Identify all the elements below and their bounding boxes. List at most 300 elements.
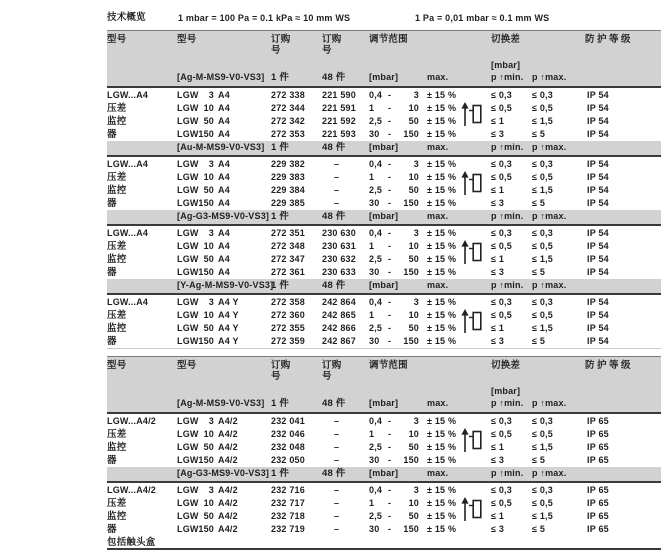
- ip-rating-cell: IP 65: [587, 429, 609, 439]
- model-prefix: LGW: [177, 159, 199, 169]
- model-series-label: LGW...A4/2: [107, 416, 157, 426]
- model-prefix: LGW: [177, 416, 199, 426]
- p-max-cell: ≤ 5: [532, 336, 546, 346]
- conversion-formula-left: 1 mbar = 100 Pa = 0.1 kPa ≈ 10 mm WS: [178, 13, 351, 23]
- range-dash: -: [388, 442, 392, 452]
- range-high: 10: [408, 498, 419, 508]
- order-number-1: 272 361: [271, 267, 305, 277]
- spec-code: [Au-M-MS9-V0-VS3]: [177, 142, 265, 152]
- model-size: 150: [198, 129, 214, 139]
- p-min-cell: ≤ 1: [491, 254, 505, 264]
- range-high: 150: [403, 198, 419, 208]
- p-min-cell: ≤ 0,3: [491, 416, 512, 426]
- range-high: 10: [408, 103, 419, 113]
- qty-48-label: 48 件: [322, 398, 346, 409]
- range-dash: -: [388, 416, 392, 426]
- order-number-2: 230 630: [322, 228, 356, 238]
- order-number-1: 272 353: [271, 129, 305, 139]
- model-series-label-cn: 器: [107, 129, 117, 140]
- range-dash: -: [388, 172, 392, 182]
- tolerance-cell: ± 15 %: [427, 416, 457, 426]
- column-label-order-2: 订购号: [322, 34, 342, 56]
- p-max-label: p ↑max.: [532, 142, 567, 152]
- tolerance-cell: ± 15 %: [427, 455, 457, 465]
- model-size: 10: [203, 172, 214, 182]
- max-label: max.: [427, 468, 449, 478]
- p-max-cell: ≤ 0,3: [532, 159, 553, 169]
- range-high: 3: [413, 297, 419, 307]
- order-number-2: 242 866: [322, 323, 356, 333]
- p-min-cell: ≤ 0,3: [491, 297, 512, 307]
- model-suffix: A4: [218, 172, 230, 182]
- order-number-2: –: [334, 442, 340, 452]
- range-dash: -: [388, 185, 392, 195]
- tolerance-cell: ± 15 %: [427, 241, 457, 251]
- model-suffix: A4: [218, 254, 230, 264]
- ip-rating-cell: IP 54: [587, 254, 609, 264]
- order-number-1: 272 351: [271, 228, 305, 238]
- technical-overview-label: 技术概览: [107, 12, 146, 23]
- range-dash: -: [388, 198, 392, 208]
- range-low: 2,5: [369, 116, 383, 126]
- spec-code: [Ag-M-MS9-V0-VS3]: [177, 398, 265, 408]
- model-suffix: A4/2: [218, 511, 238, 521]
- ip-rating-cell: IP 65: [587, 416, 609, 426]
- order-number-1: 272 358: [271, 297, 305, 307]
- max-label: max.: [427, 211, 449, 221]
- range-unit-label: [mbar]: [369, 398, 399, 408]
- p-max-label: p ↑max.: [532, 468, 567, 478]
- product-block: [107, 295, 661, 348]
- model-series-label: LGW...A4: [107, 228, 149, 238]
- tolerance-cell: ± 15 %: [427, 228, 457, 238]
- order-number-2: 242 867: [322, 336, 356, 346]
- max-label: max.: [427, 280, 449, 290]
- tolerance-cell: ± 15 %: [427, 442, 457, 452]
- order-number-2: –: [334, 455, 340, 465]
- range-dash: -: [388, 267, 392, 277]
- p-max-cell: ≤ 0,5: [532, 172, 553, 182]
- model-suffix: A4/2: [218, 524, 238, 534]
- range-dash: -: [388, 310, 392, 320]
- switching-diff-unit-label: [mbar]: [491, 60, 521, 70]
- ip-rating-cell: IP 65: [587, 524, 609, 534]
- model-size: 3: [208, 159, 214, 169]
- block-subheader-band: [107, 467, 661, 483]
- model-prefix: LGW: [177, 511, 199, 521]
- model-size: 10: [203, 103, 214, 113]
- ip-rating-cell: IP 54: [587, 323, 609, 333]
- p-min-cell: ≤ 1: [491, 511, 505, 521]
- p-min-cell: ≤ 1: [491, 323, 505, 333]
- range-low: 1: [369, 103, 375, 113]
- spec-code: [Ag-G3-MS9-V0-VS3]: [177, 211, 270, 221]
- p-max-cell: ≤ 0,3: [532, 485, 553, 495]
- model-size: 150: [198, 336, 214, 346]
- range-low: 2,5: [369, 511, 383, 521]
- ip-rating-cell: IP 65: [587, 442, 609, 452]
- range-high: 150: [403, 267, 419, 277]
- order-number-2: –: [334, 198, 340, 208]
- pressure-switch-icon: [460, 170, 484, 197]
- model-suffix: A4 Y: [218, 336, 239, 346]
- model-size: 3: [208, 416, 214, 426]
- tolerance-cell: ± 15 %: [427, 185, 457, 195]
- range-dash: -: [388, 254, 392, 264]
- tolerance-cell: ± 15 %: [427, 323, 457, 333]
- tolerance-cell: ± 15 %: [427, 103, 457, 113]
- model-suffix: A4: [218, 116, 230, 126]
- tolerance-cell: ± 15 %: [427, 429, 457, 439]
- spec-tables: [107, 30, 661, 550]
- column-label-model: 型号: [177, 34, 197, 45]
- column-label-switching-diff: 切换差: [491, 34, 521, 45]
- model-series-label: LGW...A4: [107, 159, 149, 169]
- order-number-2: –: [334, 485, 340, 495]
- column-label-protection: 防护等级: [585, 34, 634, 45]
- tolerance-cell: ± 15 %: [427, 297, 457, 307]
- column-label-range: 调节范围: [369, 34, 408, 45]
- range-low: 30: [369, 198, 380, 208]
- order-number-2: 230 632: [322, 254, 356, 264]
- model-series-label-cn: 监控: [107, 511, 127, 522]
- model-suffix: A4/2: [218, 485, 238, 495]
- p-min-cell: ≤ 1: [491, 116, 505, 126]
- range-high: 150: [403, 129, 419, 139]
- p-max-cell: ≤ 5: [532, 524, 546, 534]
- model-size: 150: [198, 524, 214, 534]
- ip-rating-cell: IP 54: [587, 198, 609, 208]
- range-dash: -: [388, 336, 392, 346]
- range-dash: -: [388, 90, 392, 100]
- p-max-cell: ≤ 0,5: [532, 498, 553, 508]
- model-series-label-cn: 压差: [107, 172, 127, 183]
- model-series-label-cn: 压差: [107, 498, 127, 509]
- range-low: 1: [369, 172, 375, 182]
- model-size: 150: [198, 267, 214, 277]
- range-dash: -: [388, 103, 392, 113]
- order-number-2: 242 864: [322, 297, 356, 307]
- p-min-label: p ↑min.: [491, 211, 524, 221]
- order-number-1: 232 718: [271, 511, 305, 521]
- p-max-cell: ≤ 1,5: [532, 116, 553, 126]
- ip-rating-cell: IP 54: [587, 336, 609, 346]
- model-prefix: LGW: [177, 336, 199, 346]
- range-low: 1: [369, 498, 375, 508]
- p-min-label: p ↑min.: [491, 72, 524, 82]
- switching-diff-unit-label: [mbar]: [491, 386, 521, 396]
- model-suffix: A4 Y: [218, 323, 239, 333]
- product-block: [107, 157, 661, 210]
- order-number-2: –: [334, 416, 340, 426]
- range-dash: -: [388, 455, 392, 465]
- range-dash: -: [388, 116, 392, 126]
- model-size: 3: [208, 297, 214, 307]
- tolerance-cell: ± 15 %: [427, 524, 457, 534]
- model-prefix: LGW: [177, 228, 199, 238]
- qty-48-label: 48 件: [322, 468, 346, 479]
- order-number-1: 272 344: [271, 103, 305, 113]
- p-max-cell: ≤ 0,3: [532, 416, 553, 426]
- order-number-2: 242 865: [322, 310, 356, 320]
- p-max-label: p ↑max.: [532, 211, 567, 221]
- model-series-label-cn: 监控: [107, 323, 127, 334]
- range-low: 0,4: [369, 416, 383, 426]
- order-number-1: 272 338: [271, 90, 305, 100]
- model-size: 10: [203, 310, 214, 320]
- tolerance-cell: ± 15 %: [427, 129, 457, 139]
- range-dash: -: [388, 323, 392, 333]
- model-suffix: A4: [218, 228, 230, 238]
- range-dash: -: [388, 228, 392, 238]
- model-size: 10: [203, 429, 214, 439]
- order-number-1: 272 348: [271, 241, 305, 251]
- order-number-1: 272 355: [271, 323, 305, 333]
- order-number-1: 272 347: [271, 254, 305, 264]
- model-prefix: LGW: [177, 297, 199, 307]
- range-high: 3: [413, 416, 419, 426]
- order-number-2: 221 592: [322, 116, 356, 126]
- model-suffix: A4: [218, 129, 230, 139]
- p-min-cell: ≤ 0,3: [491, 90, 512, 100]
- product-block: [107, 414, 661, 467]
- ip-rating-cell: IP 54: [587, 116, 609, 126]
- range-low: 30: [369, 524, 380, 534]
- range-low: 2,5: [369, 442, 383, 452]
- model-suffix: A4: [218, 198, 230, 208]
- order-number-1: 232 716: [271, 485, 305, 495]
- model-series-label-cn: 压差: [107, 310, 127, 321]
- model-prefix: LGW: [177, 485, 199, 495]
- range-low: 30: [369, 129, 380, 139]
- tolerance-cell: ± 15 %: [427, 198, 457, 208]
- column-label-order-1: 订购号: [271, 360, 291, 382]
- order-number-1: 229 385: [271, 198, 305, 208]
- order-number-2: 221 590: [322, 90, 356, 100]
- order-number-1: 232 046: [271, 429, 305, 439]
- model-prefix: LGW: [177, 498, 199, 508]
- model-prefix: LGW: [177, 129, 199, 139]
- order-number-1: 232 048: [271, 442, 305, 452]
- model-prefix: LGW: [177, 429, 199, 439]
- model-prefix: LGW: [177, 198, 199, 208]
- range-low: 0,4: [369, 228, 383, 238]
- model-size: 3: [208, 90, 214, 100]
- model-series-label-cn: 器: [107, 198, 117, 209]
- range-low: 30: [369, 267, 380, 277]
- order-number-1: 229 383: [271, 172, 305, 182]
- range-high: 10: [408, 310, 419, 320]
- qty-48-label: 48 件: [322, 280, 346, 291]
- range-high: 50: [408, 511, 419, 521]
- model-suffix: A4: [218, 267, 230, 277]
- model-suffix: A4 Y: [218, 310, 239, 320]
- qty-1-label: 1 件: [271, 398, 290, 409]
- tolerance-cell: ± 15 %: [427, 485, 457, 495]
- range-low: 0,4: [369, 485, 383, 495]
- model-series-label-cn: 器: [107, 267, 117, 278]
- range-high: 50: [408, 185, 419, 195]
- qty-1-label: 1 件: [271, 211, 290, 222]
- spec-code: [Y-Ag-M-MS9-V0-VS3]: [177, 280, 274, 290]
- range-low: 0,4: [369, 297, 383, 307]
- range-high: 50: [408, 116, 419, 126]
- pressure-switch-icon: [460, 101, 484, 128]
- p-min-cell: ≤ 0,3: [491, 228, 512, 238]
- order-number-1: 272 360: [271, 310, 305, 320]
- p-max-cell: ≤ 5: [532, 129, 546, 139]
- order-number-1: 232 717: [271, 498, 305, 508]
- model-size: 10: [203, 241, 214, 251]
- order-number-1: 232 050: [271, 455, 305, 465]
- model-suffix: A4/2: [218, 442, 238, 452]
- column-label-model: 型号: [177, 360, 197, 371]
- range-dash: -: [388, 429, 392, 439]
- ip-rating-cell: IP 65: [587, 498, 609, 508]
- ip-rating-cell: IP 65: [587, 511, 609, 521]
- p-max-cell: ≤ 1,5: [532, 323, 553, 333]
- ip-rating-cell: IP 54: [587, 228, 609, 238]
- model-prefix: LGW: [177, 323, 199, 333]
- range-unit-label: [mbar]: [369, 211, 399, 221]
- p-min-cell: ≤ 0,3: [491, 159, 512, 169]
- pressure-switch-icon: [460, 427, 484, 454]
- range-unit-label: [mbar]: [369, 280, 399, 290]
- ip-rating-cell: IP 54: [587, 267, 609, 277]
- p-max-cell: ≤ 0,3: [532, 228, 553, 238]
- ip-rating-cell: IP 54: [587, 310, 609, 320]
- p-max-cell: ≤ 1,5: [532, 185, 553, 195]
- column-label-model-group: 型号: [107, 360, 127, 371]
- p-min-cell: ≤ 3: [491, 524, 505, 534]
- tolerance-cell: ± 15 %: [427, 116, 457, 126]
- p-max-cell: ≤ 0,3: [532, 90, 553, 100]
- p-max-cell: ≤ 1,5: [532, 442, 553, 452]
- p-min-cell: ≤ 3: [491, 267, 505, 277]
- p-min-cell: ≤ 0,5: [491, 103, 512, 113]
- model-size: 50: [203, 442, 214, 452]
- range-high: 3: [413, 90, 419, 100]
- range-unit-label: [mbar]: [369, 142, 399, 152]
- model-size: 50: [203, 254, 214, 264]
- model-prefix: LGW: [177, 103, 199, 113]
- conversion-formula-right: 1 Pa = 0,01 mbar ≈ 0.1 mm WS: [415, 13, 550, 23]
- model-prefix: LGW: [177, 254, 199, 264]
- range-low: 1: [369, 310, 375, 320]
- max-label: max.: [427, 398, 449, 408]
- range-low: 1: [369, 241, 375, 251]
- model-suffix: A4/2: [218, 498, 238, 508]
- range-high: 3: [413, 159, 419, 169]
- p-max-cell: ≤ 5: [532, 455, 546, 465]
- order-number-2: 221 591: [322, 103, 356, 113]
- p-min-cell: ≤ 1: [491, 442, 505, 452]
- tolerance-cell: ± 15 %: [427, 159, 457, 169]
- model-series-label-cn: 监控: [107, 185, 127, 196]
- p-max-cell: ≤ 0,5: [532, 429, 553, 439]
- product-block: [107, 88, 661, 141]
- technical-overview-row: [107, 0, 661, 30]
- pressure-switch-icon: [460, 308, 484, 335]
- qty-48-label: 48 件: [322, 142, 346, 153]
- model-suffix: A4: [218, 159, 230, 169]
- order-number-2: 230 631: [322, 241, 356, 251]
- p-min-cell: ≤ 0,5: [491, 429, 512, 439]
- range-unit-label: [mbar]: [369, 72, 399, 82]
- p-min-label: p ↑min.: [491, 142, 524, 152]
- range-dash: -: [388, 297, 392, 307]
- max-label: max.: [427, 72, 449, 82]
- p-min-cell: ≤ 3: [491, 129, 505, 139]
- table-header-band: [107, 356, 661, 414]
- block-subheader-band: [107, 210, 661, 226]
- model-suffix: A4: [218, 185, 230, 195]
- tolerance-cell: ± 15 %: [427, 310, 457, 320]
- tolerance-cell: ± 15 %: [427, 254, 457, 264]
- model-prefix: LGW: [177, 442, 199, 452]
- p-max-cell: ≤ 5: [532, 267, 546, 277]
- ip-rating-cell: IP 65: [587, 485, 609, 495]
- spec-code: [Ag-M-MS9-V0-VS3]: [177, 72, 265, 82]
- qty-1-label: 1 件: [271, 468, 290, 479]
- order-number-1: 272 359: [271, 336, 305, 346]
- range-low: 2,5: [369, 185, 383, 195]
- p-max-cell: ≤ 1,5: [532, 254, 553, 264]
- ip-rating-cell: IP 54: [587, 103, 609, 113]
- order-number-2: –: [334, 498, 340, 508]
- range-low: 30: [369, 336, 380, 346]
- ip-rating-cell: IP 54: [587, 90, 609, 100]
- pressure-switch-icon: [460, 496, 484, 523]
- p-min-cell: ≤ 0,5: [491, 172, 512, 182]
- column-label-range: 调节范围: [369, 360, 408, 371]
- range-dash: -: [388, 498, 392, 508]
- model-size: 50: [203, 323, 214, 333]
- model-series-label-cn: 监控: [107, 116, 127, 127]
- range-dash: -: [388, 511, 392, 521]
- range-low: 0,4: [369, 159, 383, 169]
- range-high: 10: [408, 172, 419, 182]
- model-series-label: LGW...A4/2: [107, 485, 157, 495]
- model-suffix: A4/2: [218, 455, 238, 465]
- range-high: 10: [408, 429, 419, 439]
- range-dash: -: [388, 485, 392, 495]
- order-number-2: –: [334, 511, 340, 521]
- max-label: max.: [427, 142, 449, 152]
- model-series-label-cn: 器: [107, 455, 117, 466]
- p-min-cell: ≤ 3: [491, 455, 505, 465]
- model-series-label-cn: 监控: [107, 254, 127, 265]
- model-series-label: LGW...A4: [107, 90, 149, 100]
- model-size: 50: [203, 116, 214, 126]
- model-series-label-cn: 监控: [107, 442, 127, 453]
- range-low: 2,5: [369, 254, 383, 264]
- p-max-cell: ≤ 5: [532, 198, 546, 208]
- order-number-1: 272 342: [271, 116, 305, 126]
- tolerance-cell: ± 15 %: [427, 172, 457, 182]
- order-number-1: 232 719: [271, 524, 305, 534]
- ip-rating-cell: IP 54: [587, 172, 609, 182]
- column-label-order-1: 订购号: [271, 34, 291, 56]
- order-number-2: –: [334, 159, 340, 169]
- model-series-label-cn: 器: [107, 336, 117, 347]
- model-size: 3: [208, 228, 214, 238]
- model-suffix: A4: [218, 90, 230, 100]
- range-low: 30: [369, 455, 380, 465]
- model-prefix: LGW: [177, 310, 199, 320]
- p-min-cell: ≤ 3: [491, 336, 505, 346]
- order-number-1: 229 384: [271, 185, 305, 195]
